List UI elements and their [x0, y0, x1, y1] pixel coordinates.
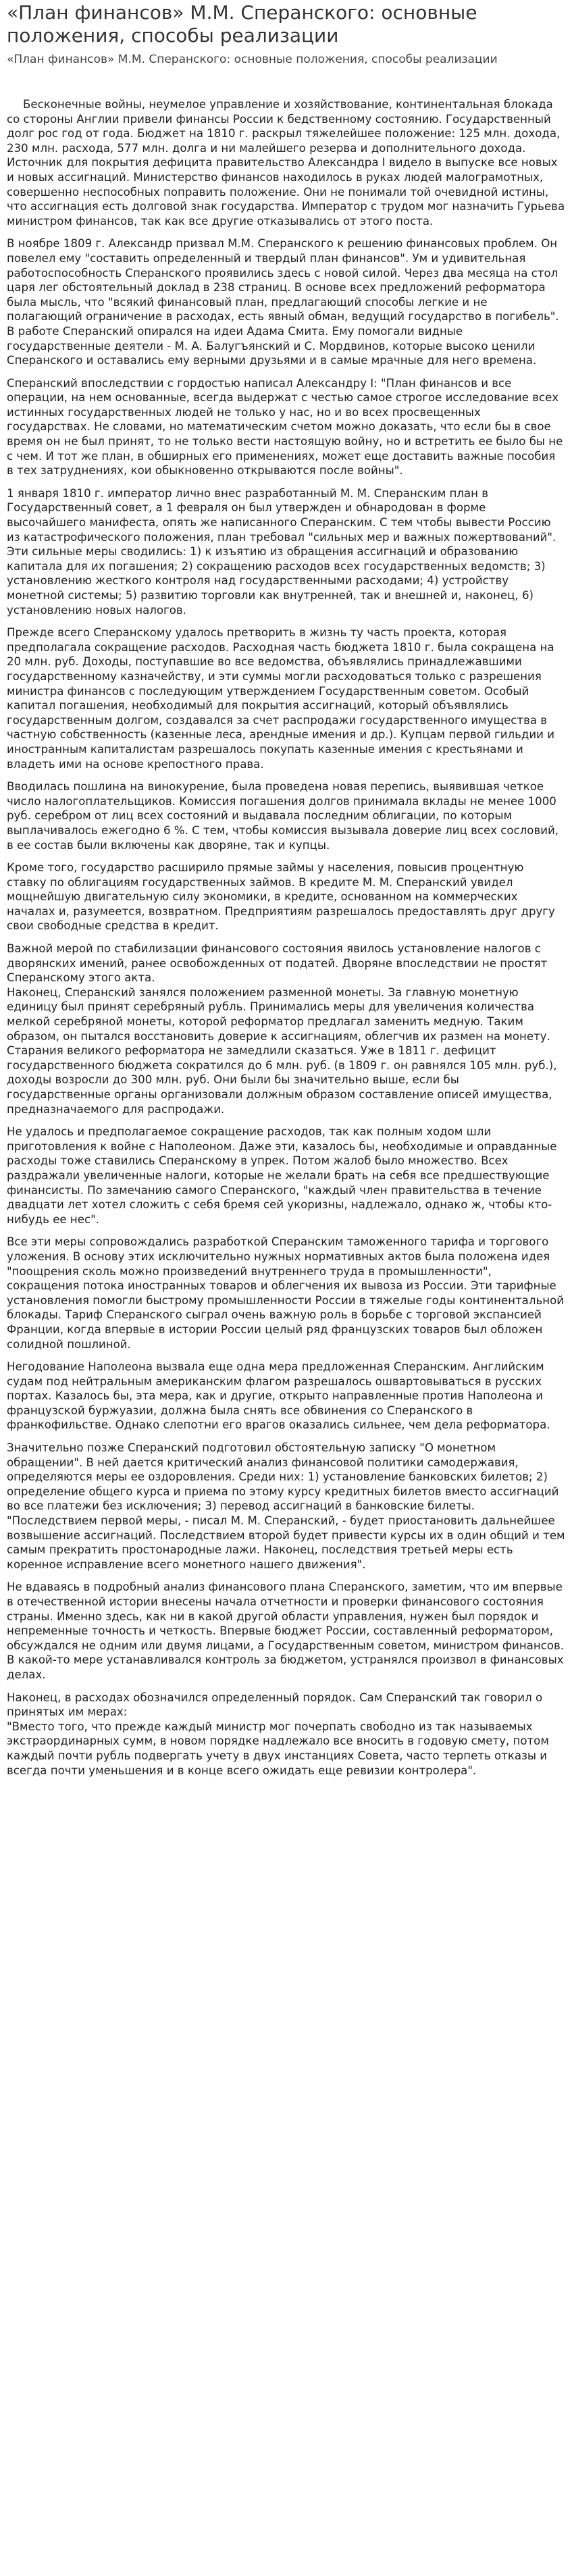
- article-paragraph: Сперанский впоследствии с гордостью написал Александру I: "План финансов и все операции, на нем основанные, всегда выдержат с честью самое строгое исследование всех истинных государственных людей не только у нас, но и во всех просвещенных государствах. Не словами, но математическим счетом можно доказать, что если бы в свое время он не был принят, то не только вести настоящую войну, но и встретить ее было бы не с чем. И тот же план, в обширных его применениях, может еще доставить важные пособия в тех затруднениях, кои обыкновенно открываются после войны".: [7, 376, 563, 478]
- page-subtitle: «План финансов» М.М. Сперанского: основные положения, способы реализации: [7, 53, 498, 66]
- article-paragraph: Бесконечные войны, неумелое управление и хозяйствование, континентальная блокада со стороны Англии привели финансы России к бедственному состоянию. Государственный долг рос год от года. Бюджет на 1810 г. раскрыл тяжелейшее положение: 125 млн. дохода, 230 млн. расхода, 577 млн. долга и ни малейшего резерва и дополнительного дохода. Источник для покрытия дефицита правительство Александра I видело в выпуске все новых и новых ассигнаций. Министерство финансов находилось в руках людей малограмотных, совершенно неспособных поправить положение. Они не понимали той очевидной истины, что ассигнация есть долговой знак государства. Император с трудом мог назначить Гурьева министром финансов, так как все другие отказывались от этого поста.: [7, 98, 565, 228]
- article-paragraph: Значительно позже Сперанский подготовил обстоятельную записку "О монетном обращении". В ней дается критический анализ финансовой политики самодержавия, определяются меры ее оздоровления. Среди них: 1) установление банковских билетов; 2) определение общего курса и приема по этому курсу кредитных билетов вместо ассигнаций во все платежи без исключения; 3) перевод ассигнаций в банковские билеты. "Последствием первой меры, - писал М. М. Сперанский, - будет приостановить дальнейшее возвышение ассигнаций. Последствием второй будет привести курсы их в один общий и тем самым прекратить простонародные лажи. Наконец, последствия третьей меры есть коренное исправление всего монетного нашего движения".: [7, 1441, 565, 1571]
- page-title: «План финансов» М.М. Сперанского: основные положения, способы реализации: [7, 1, 477, 47]
- article-paragraph: Кроме того, государство расширило прямые займы у населения, повысив процентную ставку по облигациям государственных займов. В кредите М. М. Сперанский увидел мощнейшую двигательную силу экономики, в кредите, основанном на коммерческих началах и, разумеется, возвратном. Предприятиям разрешалось предоставлять друг другу свои свободные средства в кредит.: [7, 861, 555, 933]
- article-paragraph: Прежде всего Сперанскому удалось претворить в жизнь ту часть проекта, которая предполагала сокращение расходов. Расходная часть бюджета 1810 г. была сокращена на 20 млн. руб. Доходы, поступавшие во все ведомства, объявлялись принадлежавшими государственному казначейству, и эти суммы могли расходоваться только с разрешения министра финансов с последующим утверждением Государственным советом. Особый капитал погашения, необходимый для покрытия ассигнаций, который объявлялись государственным долгом, создавался за счет распродажи государственного имущества в частную собственность (казенные леса, арендные имения и др.). Купцам первой гильдии и иностранным капиталистам разрешалось покупать казенные имения с крестьянами и владеть ими на основе крепостного права.: [7, 626, 555, 771]
- article-paragraph: 1 января 1810 г. император лично внес разработанный М. М. Сперанским план в Государственный совет, а 1 февраля он был утвержден и обнародован в форме высочайшего манифеста, опять же написанного Сперанским. С тем чтобы вывести Россию из катастрофического положения, план требовал "сильных мер и важных пожертвований". Эти сильные меры сводились: 1) к изъятию из обращения ассигнаций и образованию капитала для их погашения; 2) сокращению расходов всех государственных ведомств; 3) установлению жесткого контроля над государственными расходами; 4) устройству монетной системы; 5) развитию торговли как внутренней, так и внешней и, наконец, 6) установлению новых налогов.: [7, 486, 556, 617]
- article-paragraph: Не вдаваясь в подробный анализ финансового плана Сперанского, заметим, что им впервые в отечественной истории внесены начала отчетности и проверки финансового состояния страны. Именно здесь, как ни в какой другой области управления, нужен был порядок и непременные точность и четкость. Впервые бюджет России, составленный реформатором, обсуждался не одним или двумя лицами, а Государственным советом, министром финансов. В какой-то мере устанавливался контроль за бюджетом, устранялся произвол в финансовых делах.: [7, 1580, 565, 1681]
- article-paragraph: Вводилась пошлина на винокурение, была проведена новая перепись, выявившая четкое число налогоплательщиков. Комиссия погашения долгов принимала вклады не менее 1000 руб. серебром от лиц всех состояний и выдавала последним облигации, по которым выплачивалось ежегодно 6 %. С тем, чтобы комиссия вызывала доверие лиц всех сословий, в ее состав были включены как дворяне, так и купцы.: [7, 780, 559, 852]
- article-paragraph: Наконец, в расходах обозначился определенный порядок. Сам Сперанский так говорил о принятых им мерах: "Вместо того, что прежде каждый министр мог почерпать свободно из так называемых экстраординарных сумм, в новом порядке надлежало все вносить в годовую смету, потом каждый почти рубль подвергать учету в двух инстанциях Совета, часто терпеть отказы и всегда почти уменьшения и в конце всего ожидать еще ревизии контролера".: [7, 1691, 549, 1777]
- article-paragraph: Негодование Наполеона вызвала еще одна мера предложенная Сперанским. Английским судам под нейтральным американским флагом разрешалось ошвартовываться в русских портах. Казалось бы, эта мера, как и другие, открыто направленные против Наполеона и французской буржуазии, должна была снять все обвинения со Сперанского в франкофильстве. Однако слепотни его врагов оказались сильнее, чем дела реформатора.: [7, 1360, 550, 1432]
- article-paragraph: Важной мерой по стабилизации финансового состояния явилось установление налогов с дворянских имений, ранее освобожденных от податей. Дворяне впоследствии не простят Сперанскому этого акта. Наконец, Сперанский занялся положением разменной монеты. За главную монетную единицу был принят серебряный рубль. Принимались меры для увеличения количества мелкой серебряной монеты, которой реформатор предлагал заменить медную. Таким образом, он пытался восстановить доверие к ассигнациям, облегчив их размен на монету. Старания великого реформатора не замедлили сказаться. Уже в 1811 г. дефицит государственного бюджета сократился до 6 млн. руб. (в 1809 г. он равнялся 105 млн. руб.), доходы возросли до 300 млн. руб. Они были бы значительно выше, если бы государственные органы организовали должным образом составление описей имущества, предназначаемого для распродажи.: [7, 942, 557, 1116]
- article-paragraph: Не удалось и предполагаемое сокращение расходов, так как полным ходом шли приготовления к войне с Наполеоном. Даже эти, казалось бы, необходимые и оправданные расходы тоже ставились Сперанскому в упрек. Потом жалоб было множество. Всех раздражали увеличенные налоги, которые не желали брать на себя все предшествующие финансисты. По замечанию самого Сперанского, "каждый член правительства в течение двадцати лет хотел сложить с себя бремя сей укоризны, надлежало, однако ж, чтобы кто-нибудь ее нес".: [7, 1125, 557, 1226]
- article-body: [7, 97, 565, 1778]
- article-paragraph: В ноябре 1809 г. Александр призвал М.М. Сперанского к решению финансовых проблем. Он повелел ему "составить определенный и твердый план финансов". Ум и удивительная работоспособность Сперанского проявились здесь с новой силой. Через два месяца на стол царя лег обстоятельный доклад в 238 страниц. В основе всех предложений реформатора была мысль, что "всякий финансовый план, предлагающий способы легкие и не полагающий ограничение в расходах, есть явный обман, ведущий государство в погибель". В работе Сперанский опирался на идеи Адама Смита. Ему помогали видные государственные деятели - М. А. Балугъянский и С. Мордвинов, которые высоко ценили Сперанского и оставались ему верными друзьями и в самые мрачные для него времена.: [7, 237, 559, 367]
- article-paragraph: Все эти меры сопровождались разработкой Сперанским таможенного тарифа и торгового уложения. В основу этих исключительно нужных нормативных актов была положена идея "поощрения сколь можно произведений внутреннего труда в промышленности", сокращения потока иностранных товаров и облегчения их вывоза из России. Эти тарифные установления помогли быстрому промышленности России в тяжелые годы континентальной блокады. Тариф Сперанского сыграл очень важную роль в борьбе с торговой экспансией Франции, когда впервые в истории России целый ряд французских товаров был обложен солидной пошлиной.: [7, 1235, 565, 1351]
